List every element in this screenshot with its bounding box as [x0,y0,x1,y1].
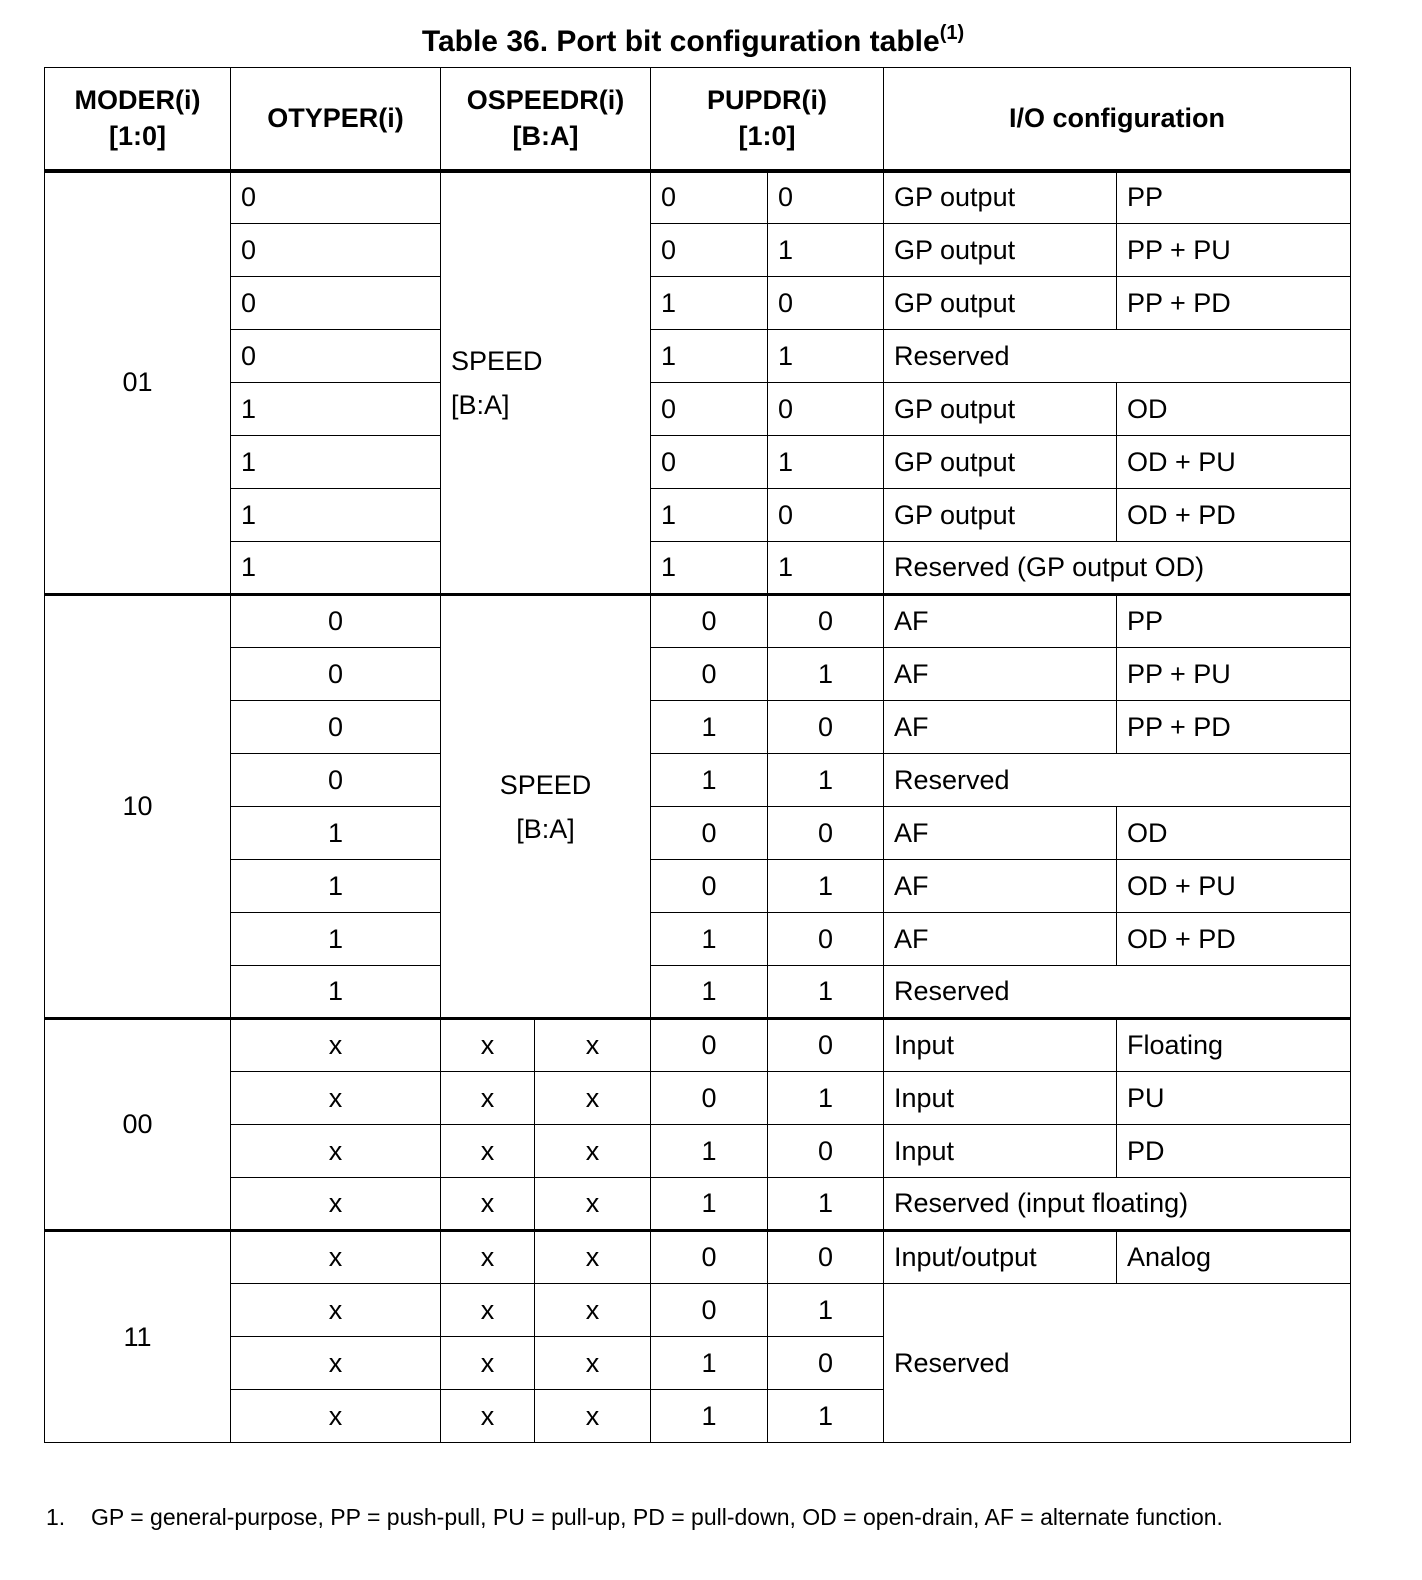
io-option: PP + PU [1117,648,1351,701]
pupdr-bit1-value: 1 [651,754,768,807]
moder-value: 10 [45,595,231,1019]
otyper-value: 0 [231,595,441,648]
table-row [45,383,1351,436]
pupdr-bit0-value: 0 [768,489,884,542]
io-option: Floating [1117,1019,1351,1072]
pupdr-bit0-value: 1 [768,330,884,383]
pupdr-bit1-value: 0 [651,648,768,701]
title-footnote-ref: (1) [939,22,965,44]
table-row [45,171,1351,224]
pupdr-bit0-value: 1 [768,1390,884,1443]
ospeedr-a-value: x [535,1019,651,1072]
table-row [45,1231,1351,1284]
ospeedr-b-value: x [441,1337,535,1390]
ospeedr-b-value: x [441,1072,535,1125]
pupdr-bit1-value: 0 [651,595,768,648]
ospeedr-b-value: x [441,1019,535,1072]
pupdr-bit1-value: 0 [651,1284,768,1337]
pupdr-bit1-value: 0 [651,1072,768,1125]
ospeedr-speed-value [441,595,651,1019]
table-row [45,701,1351,754]
footnote-number: 1. [46,1504,66,1530]
header-moder-line2: [1:0] [108,121,166,152]
pupdr-bit0-value: 0 [768,595,884,648]
pupdr-bit1-value: 0 [651,171,768,224]
io-mode: Input [884,1072,1117,1125]
io-option: OD + PU [1117,860,1351,913]
header-pupdr-line1: PUPDR(i) [707,85,827,116]
otyper-value: 1 [231,913,441,966]
otyper-value: 0 [231,330,441,383]
ospeedr-a-value: x [535,1072,651,1125]
pupdr-bit0-value: 1 [768,860,884,913]
otyper-value: 0 [231,224,441,277]
io-mode: AF [884,807,1117,860]
ospeedr-speed-value [441,171,651,595]
pupdr-bit0-value: 0 [768,1231,884,1284]
table-row [45,860,1351,913]
pupdr-bit0-value: 1 [768,1284,884,1337]
io-mode: GP output [884,383,1117,436]
otyper-value: 1 [231,542,441,595]
pupdr-bit0-value: 1 [768,966,884,1019]
pupdr-bit0-value: 0 [768,913,884,966]
table-row [45,1125,1351,1178]
pupdr-bit1-value: 1 [651,966,768,1019]
otyper-value: x [231,1390,441,1443]
io-mode: GP output [884,489,1117,542]
pupdr-bit1-value: 1 [651,1390,768,1443]
header-otyper: OTYPER(i) [231,68,441,171]
ospeedr-b-value: x [441,1231,535,1284]
header-ospeedr [441,68,651,171]
pupdr-bit0-value: 1 [768,1072,884,1125]
table-title-text: Table 36. Port bit configuration table [421,25,940,58]
pupdr-bit0-value: 1 [768,754,884,807]
table-row [45,807,1351,860]
otyper-value: 0 [231,648,441,701]
io-option: PU [1117,1072,1351,1125]
otyper-value: x [231,1125,441,1178]
speed-label-line: SPEED [451,345,543,376]
otyper-value: 1 [231,807,441,860]
table-row [45,648,1351,701]
io-option: PP + PU [1117,224,1351,277]
otyper-value: 0 [231,277,441,330]
table-row [45,1072,1351,1125]
table-row [45,1284,1351,1337]
table-row [45,595,1351,648]
io-mode: Input [884,1019,1117,1072]
io-mode: AF [884,595,1117,648]
ospeedr-b-value: x [441,1125,535,1178]
table-title [0,22,1386,59]
io-configuration: Reserved (GP output OD) [884,542,1351,595]
otyper-value: 0 [231,754,441,807]
table-row [45,913,1351,966]
pupdr-bit1-value: 0 [651,224,768,277]
io-mode: Input [884,1125,1117,1178]
table-body [45,171,1351,1443]
pupdr-bit1-value: 1 [651,542,768,595]
pupdr-bit0-value: 0 [768,807,884,860]
ospeedr-b-value: x [441,1390,535,1443]
pupdr-bit0-value: 1 [768,648,884,701]
pupdr-bit1-value: 0 [651,807,768,860]
pupdr-bit0-value: 0 [768,171,884,224]
otyper-value: x [231,1072,441,1125]
pupdr-bit1-value: 0 [651,1231,768,1284]
ospeedr-a-value: x [535,1231,651,1284]
speed-label-line: [B:A] [516,813,575,844]
io-option: OD + PD [1117,913,1351,966]
pupdr-bit1-value: 0 [651,1019,768,1072]
otyper-value: 0 [231,701,441,754]
header-pupdr [651,68,884,171]
io-option: PP + PD [1117,701,1351,754]
otyper-value: 1 [231,966,441,1019]
io-option: PP [1117,595,1351,648]
io-mode: AF [884,648,1117,701]
io-option: PP + PD [1117,277,1351,330]
table-row [45,330,1351,383]
header-ospeedr-line1: OSPEEDR(i) [466,85,625,116]
pupdr-bit0-value: 0 [768,1125,884,1178]
pupdr-bit1-value: 0 [651,436,768,489]
moder-value: 01 [45,171,231,595]
table-row [45,224,1351,277]
otyper-value: 1 [231,436,441,489]
table-row [45,966,1351,1019]
io-option: OD [1117,807,1351,860]
table-row [45,489,1351,542]
io-configuration: Reserved [884,754,1351,807]
io-mode: GP output [884,171,1117,224]
pupdr-bit1-value: 1 [651,1337,768,1390]
otyper-value: x [231,1178,441,1231]
io-mode: GP output [884,277,1117,330]
table-row [45,1178,1351,1231]
io-configuration: Reserved [884,966,1351,1019]
io-option: OD + PD [1117,489,1351,542]
table-row [45,436,1351,489]
otyper-value: x [231,1337,441,1390]
port-bit-configuration-table [44,67,1351,1443]
otyper-value: x [231,1231,441,1284]
speed-label-line: SPEED [499,769,592,800]
otyper-value: x [231,1019,441,1072]
table-row [45,754,1351,807]
io-mode: Input/output [884,1231,1117,1284]
io-mode: GP output [884,436,1117,489]
ospeedr-a-value: x [535,1337,651,1390]
table-row [45,1019,1351,1072]
io-option: OD + PU [1117,436,1351,489]
ospeedr-a-value: x [535,1125,651,1178]
pupdr-bit0-value: 1 [768,224,884,277]
pupdr-bit1-value: 1 [651,1178,768,1231]
otyper-value: x [231,1284,441,1337]
pupdr-bit0-value: 0 [768,277,884,330]
header-ospeedr-line2: [B:A] [512,121,579,152]
pupdr-bit1-value: 1 [651,489,768,542]
io-option: PD [1117,1125,1351,1178]
ospeedr-b-value: x [441,1284,535,1337]
ospeedr-b-value: x [441,1178,535,1231]
pupdr-bit1-value: 0 [651,860,768,913]
pupdr-bit0-value: 1 [768,1178,884,1231]
pupdr-bit0-value: 0 [768,1019,884,1072]
otyper-value: 1 [231,383,441,436]
io-configuration: Reserved [884,330,1351,383]
ospeedr-a-value: x [535,1178,651,1231]
pupdr-bit1-value: 1 [651,330,768,383]
pupdr-bit0-value: 1 [768,436,884,489]
io-mode: AF [884,913,1117,966]
otyper-value: 0 [231,171,441,224]
table-row [45,277,1351,330]
io-configuration: Reserved (input floating) [884,1178,1351,1231]
header-pupdr-line2: [1:0] [738,121,796,152]
pupdr-bit1-value: 1 [651,701,768,754]
io-configuration: Reserved [884,1284,1351,1443]
moder-value: 00 [45,1019,231,1231]
pupdr-bit0-value: 1 [768,542,884,595]
footnote [46,1504,1346,1531]
speed-label-line: [B:A] [451,389,510,420]
header-moder [45,68,231,171]
io-mode: GP output [884,224,1117,277]
io-option: Analog [1117,1231,1351,1284]
ospeedr-a-value: x [535,1284,651,1337]
header-row [45,68,1351,171]
pupdr-bit1-value: 1 [651,1125,768,1178]
footnote-text: GP = general-purpose, PP = push-pull, PU = pull-up, PD = pull-down, OD = open-drain, AF = alternate function. [91,1504,1223,1530]
moder-value: 11 [45,1231,231,1443]
io-option: PP [1117,171,1351,224]
pupdr-bit1-value: 1 [651,277,768,330]
header-moder-line1: MODER(i) [74,85,201,116]
pupdr-bit1-value: 1 [651,913,768,966]
otyper-value: 1 [231,489,441,542]
pupdr-bit1-value: 0 [651,383,768,436]
io-mode: AF [884,860,1117,913]
io-mode: AF [884,701,1117,754]
pupdr-bit0-value: 0 [768,1337,884,1390]
header-io-configuration: I/O configuration [884,68,1351,171]
table-row [45,542,1351,595]
io-option: OD [1117,383,1351,436]
otyper-value: 1 [231,860,441,913]
pupdr-bit0-value: 0 [768,701,884,754]
ospeedr-a-value: x [535,1390,651,1443]
pupdr-bit0-value: 0 [768,383,884,436]
